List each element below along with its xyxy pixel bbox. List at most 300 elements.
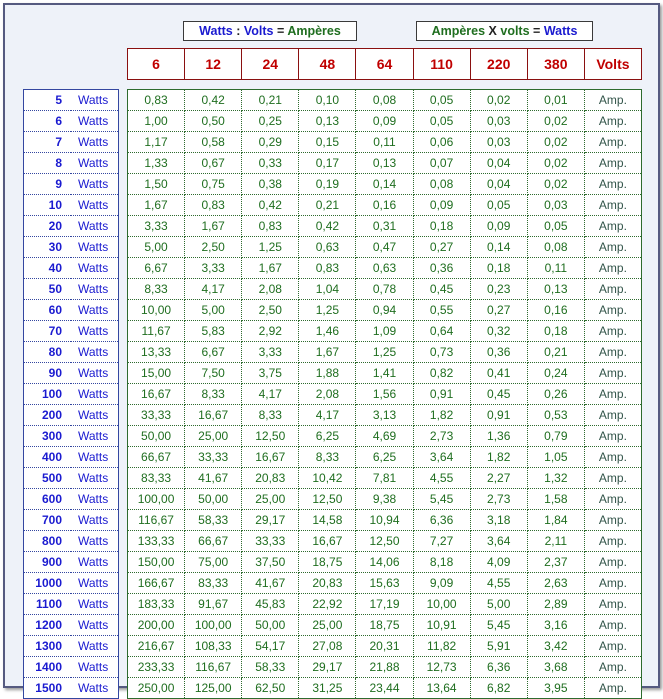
- ampere-cell: 1,41: [356, 363, 413, 384]
- ampere-cell: 25,00: [242, 489, 299, 510]
- amp-unit-cell: Amp.: [584, 678, 641, 699]
- ampere-cell: 0,03: [470, 111, 527, 132]
- formula-operator-equals: =: [277, 24, 285, 38]
- ampere-cell: 0,36: [470, 342, 527, 363]
- formula-watts-divided-by-volts: [183, 21, 357, 41]
- ampere-cell: 7,50: [185, 363, 242, 384]
- ampere-cell: 0,08: [527, 237, 584, 258]
- ampere-cell: 0,83: [242, 216, 299, 237]
- ampere-cell: 0,07: [413, 153, 470, 174]
- ampere-cell: 3,64: [413, 447, 470, 468]
- ampere-cell: 0,23: [470, 279, 527, 300]
- ampere-cell: 66,67: [128, 447, 185, 468]
- table-row: [128, 237, 642, 258]
- amp-unit-cell: Amp.: [584, 342, 641, 363]
- watts-row: [24, 195, 119, 216]
- ampere-cell: 3,75: [242, 363, 299, 384]
- watts-row: [24, 342, 119, 363]
- ampere-cell: 0,29: [242, 132, 299, 153]
- ampere-cell: 1,67: [185, 216, 242, 237]
- ampere-cell: 50,00: [242, 615, 299, 636]
- ampere-cell: 1,33: [128, 153, 185, 174]
- ampere-cell: 0,42: [185, 90, 242, 111]
- ampere-cell: 0,91: [470, 405, 527, 426]
- watts-unit: Watts: [71, 405, 119, 426]
- ampere-cell: 3,68: [527, 657, 584, 678]
- watts-unit: Watts: [71, 279, 119, 300]
- ampere-cell: 0,15: [299, 132, 356, 153]
- ampere-cell: 0,04: [470, 153, 527, 174]
- ampere-cell: 3,18: [470, 510, 527, 531]
- ampere-cell: 0,83: [185, 195, 242, 216]
- ampere-cell: 3,95: [527, 678, 584, 699]
- watts-unit: Watts: [71, 468, 119, 489]
- ampere-cell: 6,25: [356, 447, 413, 468]
- ampere-cell: 0,24: [527, 363, 584, 384]
- table-row: [128, 174, 642, 195]
- ampere-cell: 0,58: [185, 132, 242, 153]
- ampere-cell: 4,55: [470, 573, 527, 594]
- formula-term-volts: volts: [500, 24, 530, 38]
- amp-unit-cell: Amp.: [584, 237, 641, 258]
- watts-value: 60: [24, 300, 72, 321]
- watts-row: [24, 531, 119, 552]
- ampere-cell: 0,14: [470, 237, 527, 258]
- watts-unit: Watts: [71, 258, 119, 279]
- ampere-cell: 1,58: [527, 489, 584, 510]
- ampere-cell: 9,38: [356, 489, 413, 510]
- watts-value: 1200: [24, 615, 72, 636]
- formula-term-watts: Watts: [199, 24, 233, 38]
- ampere-cell: 20,83: [242, 468, 299, 489]
- ampere-cell: 0,75: [185, 174, 242, 195]
- amp-unit-cell: Amp.: [584, 489, 641, 510]
- ampere-cell: 0,94: [356, 300, 413, 321]
- watts-row: [24, 447, 119, 468]
- ampere-cell: 16,67: [128, 384, 185, 405]
- watts-row: [24, 468, 119, 489]
- table-row: [128, 258, 642, 279]
- ampere-cell: 0,18: [527, 321, 584, 342]
- table-row: [128, 405, 642, 426]
- ampere-cell: 10,91: [413, 615, 470, 636]
- ampere-cell: 0,14: [356, 174, 413, 195]
- ampere-cell: 50,00: [185, 489, 242, 510]
- watts-unit: Watts: [71, 594, 119, 615]
- ampere-cell: 0,11: [527, 258, 584, 279]
- watts-row: [24, 573, 119, 594]
- ampere-cell: 0,31: [356, 216, 413, 237]
- ampere-cell: 1,84: [527, 510, 584, 531]
- formula-term-amperes: Ampères: [287, 24, 341, 38]
- ampere-cell: 27,08: [299, 636, 356, 657]
- table-row: [128, 636, 642, 657]
- ampere-cell: 18,75: [299, 552, 356, 573]
- amp-unit-cell: Amp.: [584, 132, 641, 153]
- ampere-cell: 0,10: [299, 90, 356, 111]
- ampere-cell: 41,67: [242, 573, 299, 594]
- ampere-cell: 1,67: [299, 342, 356, 363]
- table-row: [128, 489, 642, 510]
- ampere-cell: 166,67: [128, 573, 185, 594]
- table-row: [128, 279, 642, 300]
- watts-value: 200: [24, 405, 72, 426]
- watts-value: 40: [24, 258, 72, 279]
- ampere-cell: 1,36: [470, 426, 527, 447]
- ampere-cell: 0,02: [527, 174, 584, 195]
- header-voltage: 380: [527, 49, 584, 80]
- table-row: [128, 132, 642, 153]
- ampere-cell: 2,08: [242, 279, 299, 300]
- ampere-cell: 0,02: [470, 90, 527, 111]
- amp-unit-cell: Amp.: [584, 594, 641, 615]
- watts-row: [24, 132, 119, 153]
- ampere-cell: 0,01: [527, 90, 584, 111]
- ampere-cell: 14,06: [356, 552, 413, 573]
- amp-unit-cell: Amp.: [584, 321, 641, 342]
- ampere-cell: 11,82: [413, 636, 470, 657]
- ampere-cell: 200,00: [128, 615, 185, 636]
- ampere-cell: 3,64: [470, 531, 527, 552]
- ampere-cell: 10,00: [413, 594, 470, 615]
- table-row: [128, 615, 642, 636]
- ampere-cell: 0,21: [242, 90, 299, 111]
- ampere-cell: 23,44: [356, 678, 413, 699]
- watts-unit: Watts: [71, 426, 119, 447]
- ampere-cell: 58,33: [242, 657, 299, 678]
- ampere-cell: 0,55: [413, 300, 470, 321]
- ampere-cell: 0,64: [413, 321, 470, 342]
- ampere-cell: 5,83: [185, 321, 242, 342]
- ampere-cell: 1,04: [299, 279, 356, 300]
- ampere-cell: 21,88: [356, 657, 413, 678]
- ampere-cell: 0,13: [299, 111, 356, 132]
- ampere-cell: 150,00: [128, 552, 185, 573]
- amp-unit-cell: Amp.: [584, 426, 641, 447]
- watts-value: 800: [24, 531, 72, 552]
- voltage-header-row: [127, 48, 642, 80]
- ampere-cell: 0,16: [527, 300, 584, 321]
- ampere-cell: 0,11: [356, 132, 413, 153]
- header-voltage: 220: [470, 49, 527, 80]
- ampere-cell: 0,53: [527, 405, 584, 426]
- ampere-cell: 0,27: [413, 237, 470, 258]
- ampere-cell: 7,81: [356, 468, 413, 489]
- watts-unit: Watts: [71, 300, 119, 321]
- watts-unit: Watts: [71, 174, 119, 195]
- ampere-cell: 2,73: [413, 426, 470, 447]
- watts-unit: Watts: [71, 657, 119, 678]
- ampere-cell: 0,47: [356, 237, 413, 258]
- watts-value: 1000: [24, 573, 72, 594]
- ampere-cell: 2,63: [527, 573, 584, 594]
- watts-value: 500: [24, 468, 72, 489]
- ampere-cell: 108,33: [185, 636, 242, 657]
- watts-unit: Watts: [71, 447, 119, 468]
- ampere-cell: 10,00: [128, 300, 185, 321]
- ampere-cell: 16,67: [242, 447, 299, 468]
- ampere-cell: 0,19: [299, 174, 356, 195]
- amp-unit-cell: Amp.: [584, 531, 641, 552]
- amp-unit-cell: Amp.: [584, 552, 641, 573]
- ampere-cell: 4,17: [185, 279, 242, 300]
- header-voltage: 64: [356, 49, 413, 80]
- formula-term-volts: Volts: [243, 24, 274, 38]
- ampere-cell: 8,33: [128, 279, 185, 300]
- watts-unit: Watts: [71, 678, 119, 699]
- ampere-cell: 15,63: [356, 573, 413, 594]
- formula-operator-equals: =: [533, 24, 541, 38]
- formula-operator-colon: :: [236, 24, 241, 38]
- amp-unit-cell: Amp.: [584, 111, 641, 132]
- watts-value: 700: [24, 510, 72, 531]
- watts-value: 1400: [24, 657, 72, 678]
- ampere-cell: 1,82: [413, 405, 470, 426]
- table-row: [128, 90, 642, 111]
- ampere-cell: 0,91: [413, 384, 470, 405]
- ampere-cell: 0,03: [527, 195, 584, 216]
- table-row: [128, 510, 642, 531]
- ampere-cell: 2,08: [299, 384, 356, 405]
- watts-row: [24, 489, 119, 510]
- watts-value: 400: [24, 447, 72, 468]
- watts-row: [24, 279, 119, 300]
- ampere-cell: 0,32: [470, 321, 527, 342]
- ampere-cell: 6,67: [185, 342, 242, 363]
- watts-row: [24, 363, 119, 384]
- ampere-cell: 2,73: [470, 489, 527, 510]
- watts-row: [24, 174, 119, 195]
- ampere-cell: 1,88: [299, 363, 356, 384]
- ampere-cell: 0,18: [470, 258, 527, 279]
- ampere-cell: 66,67: [185, 531, 242, 552]
- watts-value: 70: [24, 321, 72, 342]
- watts-unit: Watts: [71, 111, 119, 132]
- watts-unit: Watts: [71, 384, 119, 405]
- ampere-cell: 0,38: [242, 174, 299, 195]
- ampere-cell: 0,25: [242, 111, 299, 132]
- ampere-cell: 0,05: [413, 90, 470, 111]
- table-row: [128, 321, 642, 342]
- watts-value: 8: [24, 153, 72, 174]
- ampere-cell: 100,00: [128, 489, 185, 510]
- formula-term-amperes: Ampères: [431, 24, 486, 38]
- watts-unit: Watts: [71, 510, 119, 531]
- ampere-cell: 2,50: [185, 237, 242, 258]
- ampere-cell: 20,83: [299, 573, 356, 594]
- watts-value: 1300: [24, 636, 72, 657]
- ampere-cell: 6,36: [470, 657, 527, 678]
- ampere-cell: 6,82: [470, 678, 527, 699]
- ampere-cell: 0,21: [299, 195, 356, 216]
- ampere-cell: 125,00: [185, 678, 242, 699]
- ampere-cell: 0,08: [413, 174, 470, 195]
- watts-row: [24, 615, 119, 636]
- ampere-cell: 83,33: [128, 468, 185, 489]
- ampere-cell: 5,91: [470, 636, 527, 657]
- watts-unit: Watts: [71, 636, 119, 657]
- ampere-cell: 12,50: [299, 489, 356, 510]
- ampere-cell: 6,36: [413, 510, 470, 531]
- amp-unit-cell: Amp.: [584, 636, 641, 657]
- ampere-cell: 0,26: [527, 384, 584, 405]
- ampere-cell: 10,42: [299, 468, 356, 489]
- ampere-cell: 0,04: [470, 174, 527, 195]
- table-row: [128, 678, 642, 699]
- watts-row: [24, 678, 119, 699]
- table-row: [128, 363, 642, 384]
- ampere-cell: 0,05: [470, 195, 527, 216]
- ampere-cell: 1,25: [299, 300, 356, 321]
- watts-unit: Watts: [71, 615, 119, 636]
- ampere-cell: 250,00: [128, 678, 185, 699]
- ampere-cell: 2,50: [242, 300, 299, 321]
- header-voltage: 48: [299, 49, 356, 80]
- ampere-cell: 6,25: [299, 426, 356, 447]
- table-row: [128, 468, 642, 489]
- ampere-cell: 0,83: [128, 90, 185, 111]
- watts-value: 100: [24, 384, 72, 405]
- ampere-cell: 33,33: [242, 531, 299, 552]
- watts-column: [23, 89, 119, 699]
- watts-unit: Watts: [71, 237, 119, 258]
- ampere-cell: 13,64: [413, 678, 470, 699]
- table-row: [128, 153, 642, 174]
- ampere-cell: 0,09: [413, 195, 470, 216]
- ampere-cell: 1,67: [242, 258, 299, 279]
- ampere-cell: 0,02: [527, 132, 584, 153]
- ampere-cell: 8,33: [299, 447, 356, 468]
- ampere-cell: 2,89: [527, 594, 584, 615]
- header-voltage: 110: [413, 49, 470, 80]
- ampere-cell: 4,17: [299, 405, 356, 426]
- ampere-cell: 183,33: [128, 594, 185, 615]
- ampere-cell: 0,03: [470, 132, 527, 153]
- watts-row: [24, 321, 119, 342]
- ampere-cell: 0,45: [413, 279, 470, 300]
- ampere-cell: 14,58: [299, 510, 356, 531]
- ampere-cell: 1,32: [527, 468, 584, 489]
- ampere-cell: 116,67: [128, 510, 185, 531]
- ampere-cell: 0,42: [299, 216, 356, 237]
- watts-unit: Watts: [71, 216, 119, 237]
- watts-unit: Watts: [71, 321, 119, 342]
- amp-unit-cell: Amp.: [584, 300, 641, 321]
- watts-value: 10: [24, 195, 72, 216]
- ampere-cell: 4,69: [356, 426, 413, 447]
- ampere-cell: 18,75: [356, 615, 413, 636]
- amp-unit-cell: Amp.: [584, 615, 641, 636]
- ampere-cell: 8,33: [185, 384, 242, 405]
- ampere-cell: 0,08: [356, 90, 413, 111]
- ampere-cell: 11,67: [128, 321, 185, 342]
- header-voltage: 24: [242, 49, 299, 80]
- ampere-cell: 0,79: [527, 426, 584, 447]
- watts-unit: Watts: [71, 153, 119, 174]
- ampere-cell: 0,27: [470, 300, 527, 321]
- watts-row: [24, 237, 119, 258]
- watts-value: 300: [24, 426, 72, 447]
- ampere-cell: 0,05: [527, 216, 584, 237]
- ampere-cell: 3,33: [128, 216, 185, 237]
- ampere-cell: 0,17: [299, 153, 356, 174]
- formula-term-watts: Watts: [543, 24, 578, 38]
- watts-value: 50: [24, 279, 72, 300]
- ampere-cell: 0,73: [413, 342, 470, 363]
- ampere-cell: 1,25: [242, 237, 299, 258]
- ampere-cell: 12,73: [413, 657, 470, 678]
- ampere-cell: 25,00: [185, 426, 242, 447]
- amp-unit-cell: Amp.: [584, 573, 641, 594]
- ampere-cell: 29,17: [242, 510, 299, 531]
- header-volts-label: Volts: [584, 49, 641, 80]
- ampere-cell: 50,00: [128, 426, 185, 447]
- watts-row: [24, 405, 119, 426]
- ampere-cell: 25,00: [299, 615, 356, 636]
- ampere-cell: 5,00: [470, 594, 527, 615]
- watts-row: [24, 153, 119, 174]
- amp-unit-cell: Amp.: [584, 258, 641, 279]
- amp-unit-cell: Amp.: [584, 363, 641, 384]
- watts-unit: Watts: [71, 531, 119, 552]
- watts-value: 6: [24, 111, 72, 132]
- ampere-cell: 1,82: [470, 447, 527, 468]
- watts-row: [24, 510, 119, 531]
- ampere-cell: 2,27: [470, 468, 527, 489]
- ampere-cell: 4,09: [470, 552, 527, 573]
- watts-unit: Watts: [71, 363, 119, 384]
- table-row: [128, 384, 642, 405]
- ampere-cell: 83,33: [185, 573, 242, 594]
- ampere-cell: 20,31: [356, 636, 413, 657]
- ampere-cell: 2,92: [242, 321, 299, 342]
- table-row: [128, 594, 642, 615]
- ampere-cell: 29,17: [299, 657, 356, 678]
- ampere-cell: 0,42: [242, 195, 299, 216]
- ampere-cell: 3,33: [242, 342, 299, 363]
- ampere-cell: 91,67: [185, 594, 242, 615]
- table-row: [128, 111, 642, 132]
- watts-unit: Watts: [71, 132, 119, 153]
- ampere-cell: 216,67: [128, 636, 185, 657]
- watts-value: 80: [24, 342, 72, 363]
- ampere-cell: 8,33: [242, 405, 299, 426]
- ampere-cell: 1,05: [527, 447, 584, 468]
- ampere-cell: 0,09: [356, 111, 413, 132]
- ampere-cell: 3,16: [527, 615, 584, 636]
- ampere-cell: 3,42: [527, 636, 584, 657]
- ampere-cell: 0,45: [470, 384, 527, 405]
- watts-unit: Watts: [71, 342, 119, 363]
- ampere-cell: 0,09: [470, 216, 527, 237]
- ampere-cell: 16,67: [299, 531, 356, 552]
- ampere-cell: 0,13: [356, 153, 413, 174]
- watts-value: 90: [24, 363, 72, 384]
- formula-operator-times: X: [488, 24, 497, 38]
- amperes-table: [127, 89, 642, 699]
- table-row: [128, 657, 642, 678]
- ampere-cell: 62,50: [242, 678, 299, 699]
- ampere-cell: 12,50: [242, 426, 299, 447]
- ampere-cell: 0,67: [185, 153, 242, 174]
- ampere-cell: 8,18: [413, 552, 470, 573]
- ampere-cell: 0,18: [413, 216, 470, 237]
- amp-unit-cell: Amp.: [584, 447, 641, 468]
- ampere-cell: 16,67: [185, 405, 242, 426]
- watts-row: [24, 90, 119, 111]
- ampere-cell: 233,33: [128, 657, 185, 678]
- amp-unit-cell: Amp.: [584, 174, 641, 195]
